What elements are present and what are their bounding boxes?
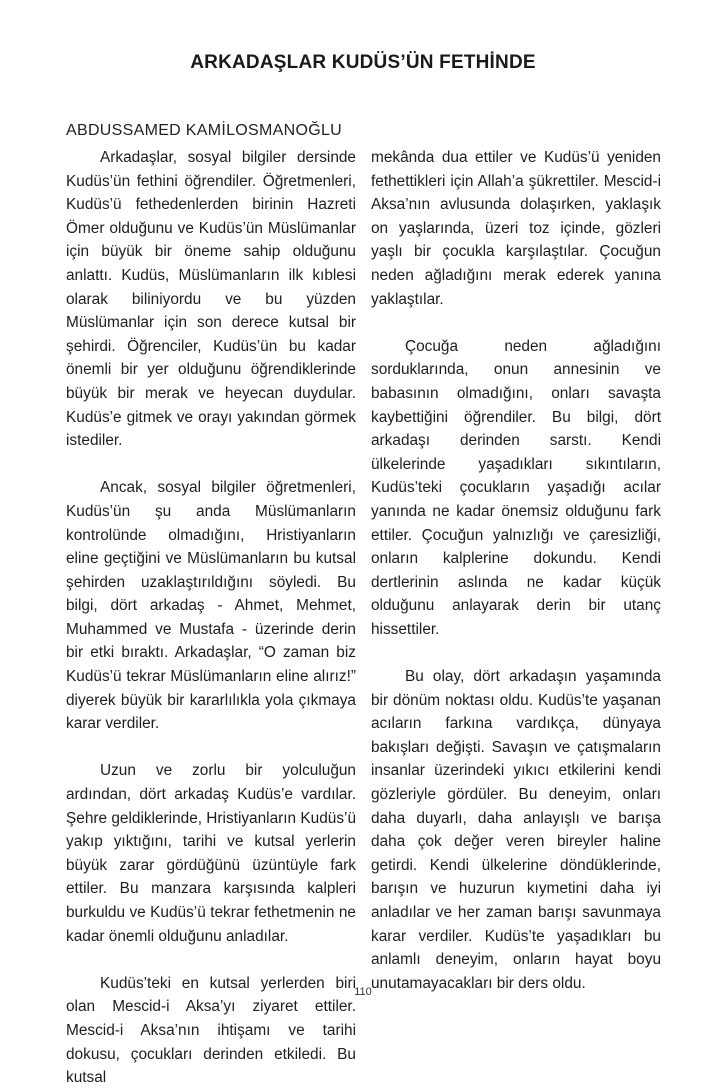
- paragraph: Ancak, sosyal bilgiler öğretmenleri, Kudüs’ün şu anda Müslümanların kontrolünde olmadığını, Hristiyanların eline geçtiğini ve Müslümanların bu kutsal şehirden uzaklaştırıldığını söyledi. Bu bilgi, dört arkadaş - Ahmet, Mehmet, Muhammed ve Mustafa - üzerinde derin bir etki bıraktı. Arkadaşlar, “O zaman biz Kudüs’ü tekrar Müslümanların eline alırız!” diyerek büyük bir kararlılıkla yola çıkmaya karar verdiler.: [66, 479, 356, 733]
- paragraph: Arkadaşlar, sosyal bilgiler dersinde Kudüs’ün fethini öğrendiler. Öğretmenleri, Kudüs’ü fethedenlerden birinin Hazreti Ömer olduğunu ve Kudüs’ün Müslümanlar için büyük bir öneme sahip olduğunu anlattı. Kudüs, Müslümanların ilk kıblesi olarak biliniyordu ve bu yüzden Müslümanlar için son derece kutsal bir şehirdi. Öğrenciler, Kudüs’ün bu kadar önemli bir yer olduğunu öğrendiklerinde büyük bir merak ve heyecan duydular. Kudüs’e gitmek ve orayı yakından görmek istediler.: [66, 149, 356, 450]
- paragraph: Kudüs’teki en kutsal yerlerden biri olan Mescid-i Aksa’yı ziyaret ettiler. Mescid-i Aksa’nın ihtişamı ve tarihi dokusu, çocukları derinden etkiledi. Bu kutsal: [66, 974, 356, 1087]
- paragraph: Bu olay, dört arkadaşın yaşamında bir dönüm noktası oldu. Kudüs’te yaşanan acıların farkına vardıkça, dünyaya bakışları değişti. Savaşın ve çatışmaların insanlar üzerindeki yıkıcı etkilerini kendi gözleriyle gördüler. Bu deneyim, onları daha duyarlı, daha anlayışlı ve barışa daha çok değer veren bireyler haline getirdi. Kendi ülkelerine döndüklerinde, barışın ve huzurun kıymetini daha iyi anladılar ve her zaman barışı savunmaya karar verdiler. Kudüs’te yaşadıkları bu anlamlı deneyim, onların hayat boyu unutamayacakları bir ders oldu.: [371, 668, 661, 992]
- paragraph-continued: mekânda dua ettiler ve Kudüs’ü yeniden fethettikleri için Allah’a şükrettiler. Mescid-i Aksa’nın avlusunda dolaşırken, yaklaşık on yaşlarında, üzeri toz içinde, gözleri yaşlı bir çocukla karşılaştılar. Çocuğun neden ağladığını merak ederek yanına yaklaştılar.: [371, 149, 661, 308]
- page-title: ARKADAŞLAR KUDÜS’ÜN FETHİNDE: [190, 52, 536, 73]
- left-column: [66, 146, 356, 1090]
- page-number: 110: [354, 986, 372, 998]
- paragraph: Çocuğa neden ağladığını sorduklarında, onun annesinin ve babasının olmadığını, onları savaşta kaybettiğini öğrendiler. Bu bilgi, dört arkadaşı derinden sarstı. Kendi ülkelerinde yaşadıkları sıkıntıların, Kudüs’teki çocukların yaşadığı acılar yanında ne kadar önemsiz olduğunu fark ettiler. Çocuğun yalnızlığı ve çaresizliği, onların kalplerine dokundu. Kendi dertlerinin aslında ne kadar küçük olduğunu anlayarak derin bir utanç hissettiler.: [371, 337, 661, 638]
- paragraph: Uzun ve zorlu bir yolculuğun ardından, dört arkadaş Kudüs’e vardılar. Şehre geldiklerinde, Hristiyanların Kudüs’ü yakıp yıktığını, tarihi ve kutsal yerlerin büyük zarar gördüğünü üzüntüyle fark ettiler. Bu manzara karşısında kalpleri burkuldu ve Kudüs’ü tekrar fethetmenin ne kadar önemli olduğunu anladılar.: [66, 762, 357, 945]
- author-name: ABDUSSAMED KAMİLOSMANOĞLU: [66, 122, 342, 139]
- right-column: [371, 146, 661, 995]
